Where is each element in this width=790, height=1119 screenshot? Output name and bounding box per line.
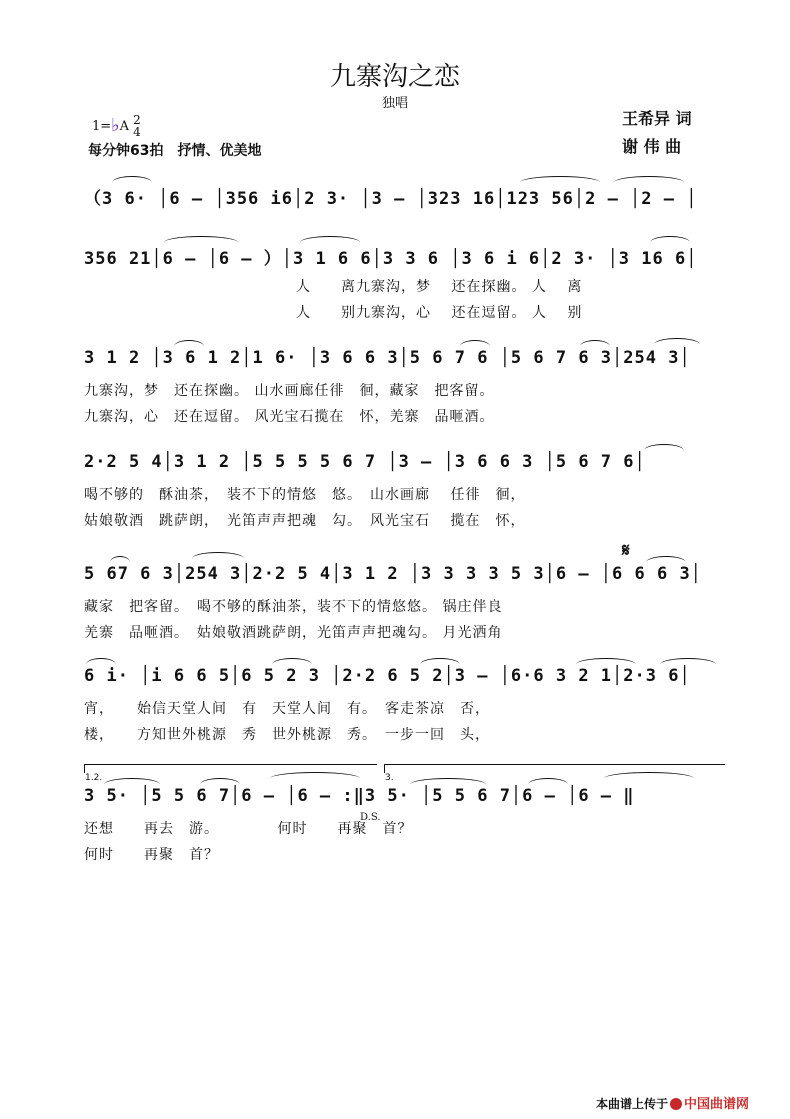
dal-segno-mark: D.S. xyxy=(360,812,381,823)
site-logo-icon xyxy=(670,1098,682,1110)
volta-label-3: 3. xyxy=(385,773,394,783)
slur xyxy=(520,176,600,189)
slur xyxy=(200,778,240,791)
volta-label-1: 1.2. xyxy=(85,773,103,783)
slur xyxy=(164,236,238,249)
notation-line-5: 5 67 6 3│254 3│2·2 5 4│3 1 2 │3 3 3 3 5 3│6 – │6 6 6 3│ xyxy=(84,564,702,584)
slur xyxy=(646,556,686,569)
notation-line-4: 2·2 5 4│3 1 2 │5 5 5 5 6 7 │3 – │3 6 6 3 │5 6 7 6│ xyxy=(84,452,646,472)
site-name: 中国曲谱网 xyxy=(684,1097,750,1112)
upload-credit xyxy=(596,1093,749,1112)
lyric-line-4-verse-1: 喝不够的 酥油茶， 装不下的情悠 悠。 山水画廊 任徘 徊， xyxy=(84,487,526,503)
lyric-line-5-verse-2: 羌寨 品咂酒。 姑娘敬酒跳萨朗，光笛声声把魂勾。 月光洒角 xyxy=(84,625,503,641)
notation-line-7: 3 5· │5 5 6 7│6 – │6 – :‖3 5· │5 5 6 7│6 – │6 – ‖ xyxy=(84,786,635,806)
lyric-line-7-verse-1: 还想 再去 游。 何时 再聚 首？ xyxy=(84,821,413,837)
slur xyxy=(604,772,694,785)
lyric-line-6-verse-2: 楼， 方知世外桃源 秀 世外桃源 秀。 一步一回 头， xyxy=(84,727,490,743)
slur xyxy=(174,340,204,353)
slur xyxy=(192,552,244,565)
slur xyxy=(650,236,690,249)
tempo-marking: 每分钟63拍 抒情、优美地 xyxy=(88,143,262,159)
lyric-line-2-verse-1: 人 离九寨沟，梦 还在探幽。 人 离 xyxy=(296,279,583,295)
slur xyxy=(654,338,700,351)
composer-credit: 谢 伟 曲 xyxy=(622,137,682,156)
lyric-line-7-verse-2: 何时 再聚 首？ xyxy=(84,847,219,863)
song-title: 九寨沟之恋 xyxy=(329,62,460,92)
lyric-line-3-verse-2: 九寨沟，心 还在逗留。 风光宝石揽在 怀，羌寨 品咂酒。 xyxy=(84,409,495,425)
slur xyxy=(614,176,684,189)
key-note: A xyxy=(119,119,130,134)
slur xyxy=(410,778,486,791)
slur xyxy=(576,658,636,671)
notation-line-1: （3 6· │6 – │356 i6│2 3· │3 – │323 16│123 56│2 – │2 – │ xyxy=(84,189,698,209)
slur xyxy=(420,658,460,671)
slur xyxy=(104,778,160,791)
key-signature xyxy=(92,114,141,138)
time-top: 2 xyxy=(133,113,141,127)
performance-type: 独唱 xyxy=(381,96,408,111)
slur xyxy=(300,236,360,249)
lyric-line-2-verse-2: 人 别九寨沟，心 还在逗留。 人 别 xyxy=(296,305,583,321)
time-signature xyxy=(133,114,141,138)
time-bottom: 4 xyxy=(133,125,141,139)
lyric-line-4-verse-2: 姑娘敬酒 跳萨朗， 光笛声声把魂 勾。 风光宝石 揽在 怀， xyxy=(84,513,526,529)
slur xyxy=(270,772,360,785)
upload-credit-text: 本曲谱上传于 xyxy=(596,1097,669,1111)
key-prefix: 1= xyxy=(92,119,112,134)
segno-sign: 𝄋 xyxy=(622,540,630,561)
slur xyxy=(660,658,716,671)
slur xyxy=(272,658,312,671)
slur xyxy=(112,176,152,189)
lyric-line-6-verse-1: 宵， 始信天堂人间 有 天堂人间 有。 客走茶凉 否， xyxy=(84,701,490,717)
notation-line-2: 356 21│6 – │6 – ）│3 1 6 6│3 3 6 │3 6 i 6│2 3· │3 16 6│ xyxy=(84,249,698,269)
volta-bracket-3 xyxy=(384,764,725,783)
slur xyxy=(580,340,610,353)
slur xyxy=(528,778,568,791)
slur xyxy=(644,444,684,457)
flat-sign: ♭ xyxy=(111,115,120,136)
notation-line-6: 6 i· │i 6 6 5│6 5 2 3 │2·2 6 5 2│3 – │6·6 3 2 1│2·3 6│ xyxy=(84,666,691,686)
notation-line-3: 3 1 2 │3 6 1 2│1 6· │3 6 6 3│5 6 7 6 │5 6 7 6 3│254 3│ xyxy=(84,348,691,368)
lyricist-credit: 王希异 词 xyxy=(622,109,692,128)
lyric-line-5-verse-1: 藏家 把客留。 喝不够的酥油茶，装不下的情悠悠。 锅庄伴良 xyxy=(84,599,503,615)
lyric-line-3-verse-1: 九寨沟，梦 还在探幽。 山水画廊任徘 徊，藏家 把客留。 xyxy=(84,383,495,399)
slur xyxy=(86,658,116,671)
slur xyxy=(460,340,490,353)
slur xyxy=(110,556,130,569)
